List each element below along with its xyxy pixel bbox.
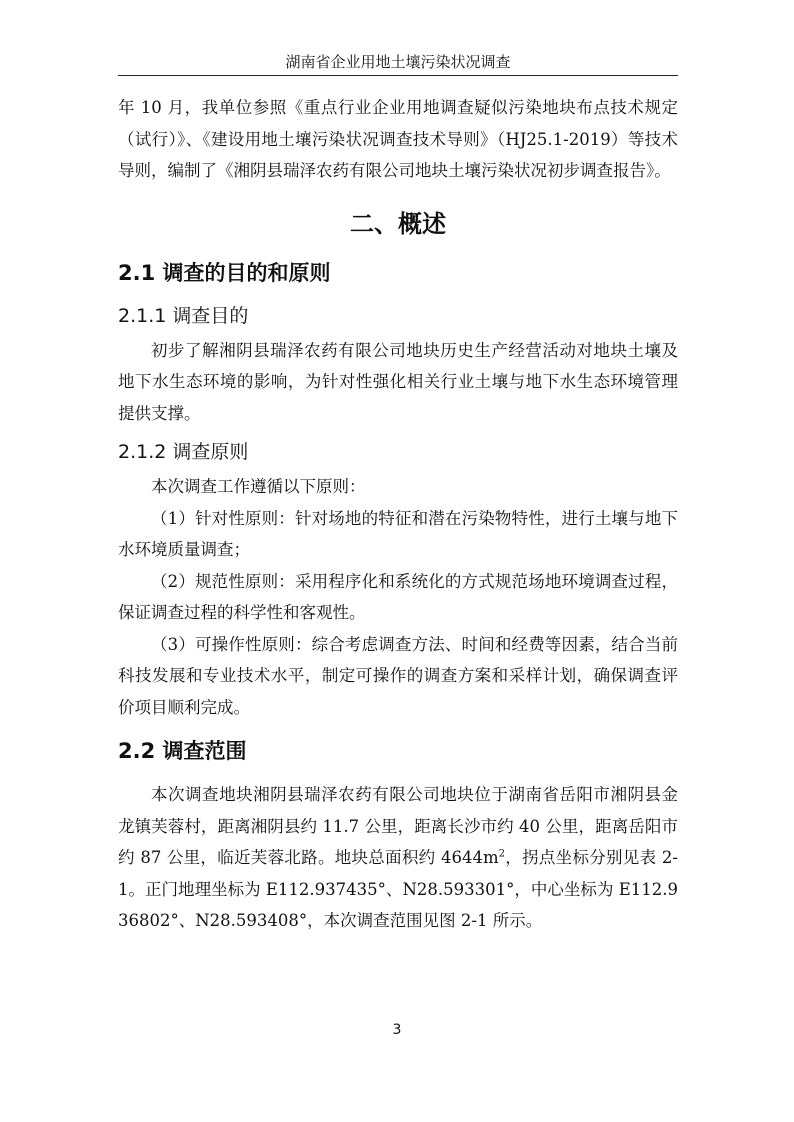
page-number: 3 (392, 1022, 402, 1038)
principle-item-1: （1）针对性原则：针对场地的特征和潜在污染物特性，进行土壤与地下水环境质量调查； (118, 508, 678, 559)
principles-lead: 本次调查工作遵循以下原则： (151, 477, 366, 496)
scope-paragraph (118, 779, 678, 937)
chapter-title: 二、概述 (350, 209, 446, 238)
principle-item-3: （3）可操作性原则：综合考虑调查方法、时间和经费等因素，结合当前科技发展和专业技术水平，制定可操作的调查方案和采样计划，确保调查评价项目顺利完成。 (118, 634, 678, 717)
intro-paragraph: 年 10 月，我单位参照《重点行业企业用地调查疑似污染地块布点技术规定（试行）》、《建设用地土壤污染状况调查技术导则》（HJ25.1-2019）等技术导则，编制了《湘阴县瑞泽农药有限公司地块土壤污染状况初步调查报告》。 (118, 98, 678, 180)
principle-item-2: （2）规范性原则：采用程序化和系统化的方式规范场地环境调查过程，保证调查过程的科学性和客观性。 (118, 571, 678, 622)
scope-text-part-1: 本次调查地块湘阴县瑞泽农药有限公司地块位于湖南省岳阳市湘阴县金龙镇芙蓉村，距离湘阴县约 11.7 公里，距离长沙市约 40 公里，距离岳阳市约 87 公里，临近芙蓉北路。地块总面积约 4644m (118, 785, 678, 867)
page-body (118, 92, 678, 937)
scope-text-part-2: ，拐点坐标分别见表 2-1。正门地理坐标为 E112.937435°、N28.593301°，中心坐标为 E112.936802°、N28.593408°，本次调查范围见图 2-1 所示。 (118, 848, 678, 930)
purpose-paragraph: 初步了解湘阴县瑞泽农药有限公司地块历史生产经营活动对地块土壤及地下水生态环境的影响，为针对性强化相关行业土壤与地下水生态环境管理提供支撑。 (118, 340, 678, 423)
section-2-1-title: 2.1 调查的目的和原则 (118, 260, 331, 285)
section-2-1-2-title: 2.1.2 调查原则 (118, 441, 249, 463)
section-2-2-title: 2.2 调查范围 (118, 739, 247, 763)
header-divider (118, 75, 678, 76)
section-2-1-1-title: 2.1.1 调查目的 (118, 304, 249, 327)
running-header: 湖南省企业用地土壤污染状况调查 (285, 53, 511, 71)
area-unit-superscript: 2 (498, 848, 505, 860)
